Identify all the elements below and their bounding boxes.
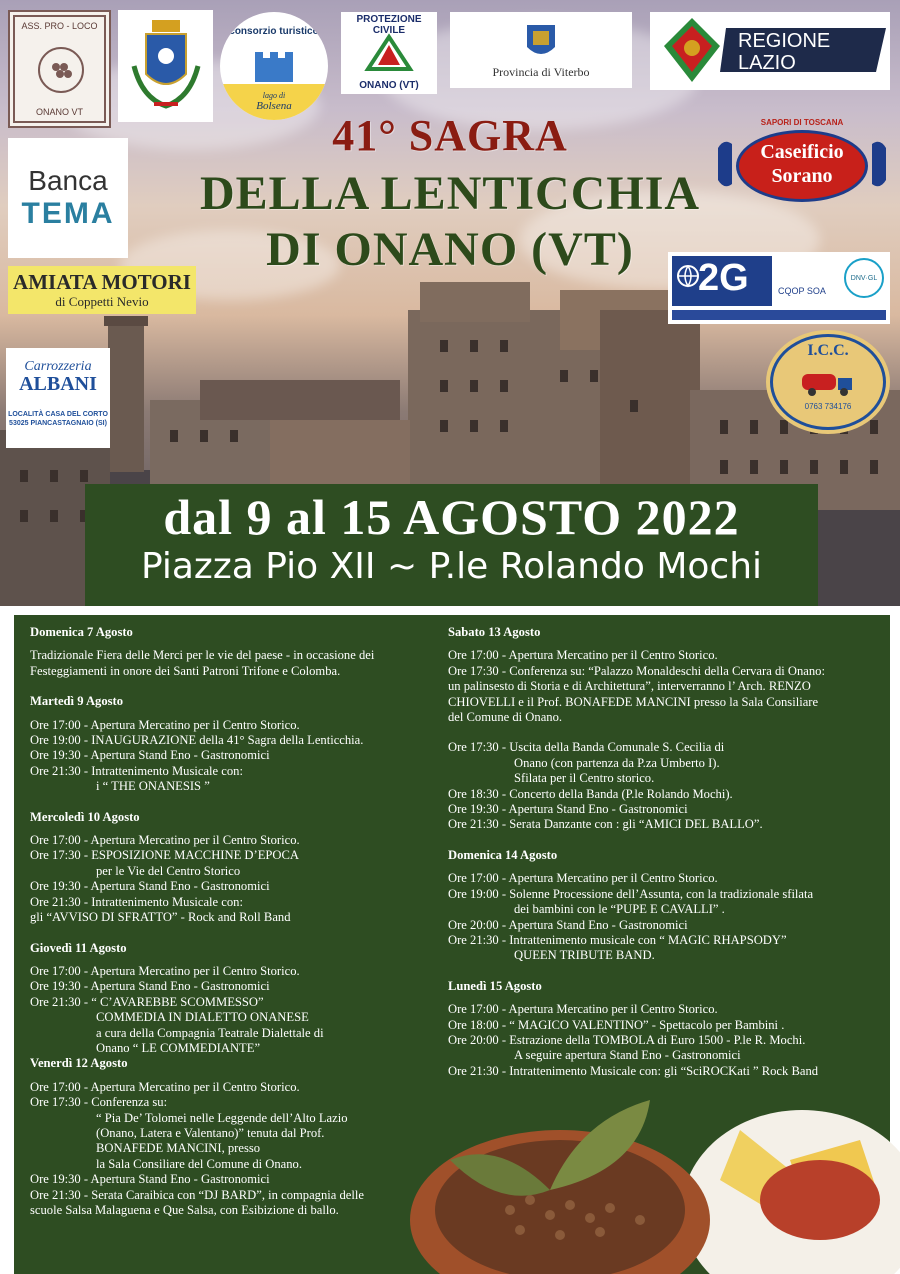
program-line: Ore 19:00 - INAUGURAZIONE della 41° Sagra della Lenticchia. (30, 733, 364, 748)
program-line: Ore 21:30 - Intrattenimento Musicale con: (30, 763, 243, 778)
program-line: Ore 17:00 - Apertura Mercatino per il Centro Storico. (448, 648, 718, 663)
program-line: la Sala Consiliare del Comune di Onano. (96, 1156, 303, 1171)
program-line: per le Vie del Centro Storico (96, 863, 241, 878)
albani-address (8, 410, 108, 428)
program-day-heading: Domenica 14 Agosto (448, 847, 558, 862)
globe-icon (676, 264, 700, 288)
spacer (448, 964, 884, 979)
program-line: Ore 21:30 - Intrattenimento Musicale con: (30, 894, 243, 909)
protezione-title: PROTEZIONE CIVILE (356, 14, 422, 36)
program-line: Ore 18:30 - Concerto della Banda (P.le Rolando Mochi). (448, 786, 733, 801)
program-line: Ore 19:30 - Apertura Stand Eno - Gastronomici (30, 1172, 270, 1187)
amiata-line-1: AMIATA MOTORI (13, 270, 191, 294)
protezione-subtitle: ONANO (VT) (359, 80, 419, 91)
program-line: Ore 17:30 - Conferenza su: (30, 1095, 168, 1110)
truck-icon (798, 368, 858, 398)
program-line: Ore 19:30 - Apertura Stand Eno - Gastronomici (448, 802, 688, 817)
viterbo-label: Provincia di Viterbo (492, 64, 590, 79)
proloco-bottom-text: ONANO VT (35, 107, 83, 117)
program-line: “ Pia De’ Tolomei nelle Leggende dell’Alto Lazio (96, 1110, 348, 1125)
banca-line-2: TEMA (21, 197, 115, 230)
provincia-viterbo-logo (450, 12, 632, 88)
consorzio-logo (220, 12, 328, 120)
icc-logo (766, 330, 890, 434)
program-line: COMMEDIA IN DIALETTO ONANESE (96, 1010, 309, 1025)
lazio-line-2: LAZIO (738, 52, 796, 74)
protezione-civile-logo (341, 12, 437, 94)
spacer (30, 926, 440, 941)
program-line: Ore 21:30 - Intrattenimento musicale con “ MAGIC RHAPSODY” (448, 932, 787, 947)
program-line: Ore 19:30 - Apertura Stand Eno - Gastronomici (30, 979, 270, 994)
crest-icon (126, 16, 206, 116)
program-line: Ore 21:30 - Serata Caraibica con “DJ BARD”, in compagnia delle (30, 1187, 364, 1202)
title-line-3: DI ONANO (VT) (266, 223, 634, 276)
castle-icon (249, 48, 299, 84)
program-line: Ore 17:30 - Conferenza su: “Palazzo Monaldeschi della Cervara di Onano: (448, 663, 825, 678)
program-line: gli “AVVISO DI SFRATTO” - Rock and Roll Band (30, 910, 291, 925)
program-line: A seguire apertura Stand Eno - Gastronomici (514, 1048, 741, 1063)
program-line: Ore 20:00 - Estrazione della TOMBOLA di Euro 1500 - P.le R. Mochi. (448, 1032, 806, 1047)
program-line: (Onano, Latera e Valentano)” tenuta dal Prof. (96, 1125, 325, 1140)
title-line-2: DELLA LENTICCHIA (199, 167, 701, 220)
program-line: Ore 19:00 - Solenne Processione dell’Assunta, con la tradizionale sfilata (448, 886, 814, 901)
icc-name: I.C.C. (807, 342, 849, 359)
consorzio-place (220, 91, 328, 112)
program-day-heading: Venerdì 12 Agosto (30, 1056, 128, 1071)
caseificio-line-2: Sorano (771, 165, 833, 187)
triangle-icon (364, 33, 414, 73)
hero-image (0, 0, 900, 606)
program-line: Ore 20:00 - Apertura Stand Eno - Gastronomici (448, 917, 688, 932)
program-line: scuole Salsa Malaguena e Que Salsa, con Esibizione di ballo. (30, 1203, 339, 1217)
consorzio-bolsena: Bolsena (256, 100, 292, 112)
program-line: Ore 17:30 - Uscita della Banda Comunale S. Cecilia di (448, 740, 725, 755)
program-day-heading: Martedì 9 Agosto (30, 694, 124, 709)
program-line: Ore 18:00 - “ MAGICO VALENTINO” - Spettacolo per Bambini . (448, 1017, 785, 1032)
2g-dnv: DNV·GL (844, 258, 884, 298)
program-line: Ore 19:30 - Apertura Stand Eno - Gastronomici (30, 748, 270, 763)
banca-line-1: Banca (28, 165, 108, 196)
program-line: Ore 19:30 - Apertura Stand Eno - Gastronomici (30, 879, 270, 894)
amiata-line-2: di Coppetti Nevio (55, 294, 149, 309)
albani-line-1: Carrozzeria (24, 359, 92, 374)
program-line: Onano (con partenza da P.za Umberto I). (514, 755, 720, 770)
program-line: a cura della Compagnia Teatrale Dialettale di (96, 1025, 324, 1040)
program-line: dei bambini con le “PUPE E CAVALLI” . (514, 902, 725, 917)
program-line: CHIOVELLI e il Prof. BONAFEDE MANCINI presso la Sala Consiliare (448, 694, 819, 709)
spacer (448, 833, 884, 848)
consorzio-lago: lago di (262, 91, 286, 100)
program-line: Ore 17:00 - Apertura Mercatino per il Centro Storico. (30, 833, 300, 848)
program-day-heading: Giovedì 11 Agosto (30, 940, 127, 955)
program-line: del Comune di Onano. (448, 710, 563, 725)
albani-line-2: ALBANI (19, 373, 97, 395)
program-line: un palinsesto di Storia e di Architettura”, interverranno l’ Arch. RENZO (448, 679, 811, 694)
lazio-line-1: REGIONE (738, 30, 831, 52)
2g-name: 2G (698, 257, 749, 299)
program-day-heading: Domenica 7 Agosto (30, 625, 133, 639)
amiata-motori-logo (8, 266, 196, 314)
event-location: Piazza Pio XII ~ P.le Rolando Mochi (140, 546, 763, 587)
caseificio-line-1: Caseificio (760, 141, 844, 163)
program-line: Ore 17:30 - ESPOSIZIONE MACCHINE D’EPOCA (30, 848, 300, 863)
program-line: Festeggiamenti in onore dei Santi Patroni Trifone e Colomba. (30, 663, 341, 678)
carrozzeria-albani-logo (6, 348, 110, 448)
program-line: Ore 17:00 - Apertura Mercatino per il Centro Storico. (30, 963, 300, 978)
albani-line-3: LOCALITÀ CASA DEL CORTO (8, 411, 108, 418)
program-line: i “ THE ONANESIS ” (96, 779, 210, 794)
caseificio-top: SAPORI DI TOSCANA (760, 118, 844, 127)
program-line: Ore 21:30 - Intrattenimento Musicale con: gli “SciROCKati ” Rock Band (448, 1063, 819, 1078)
event-dates: dal 9 al 15 AGOSTO 2022 (163, 489, 740, 545)
program-left-column (30, 625, 440, 1218)
2g-logo (668, 252, 890, 324)
caseificio-name (736, 140, 868, 188)
grapes-icon (36, 45, 86, 95)
date-banner (85, 484, 818, 606)
program-line: QUEEN TRIBUTE BAND. (514, 948, 655, 963)
program-right-column (448, 625, 884, 1079)
program-line: Ore 17:00 - Apertura Mercatino per il Centro Storico. (448, 1002, 718, 1017)
caseificio-sorano-logo (716, 118, 888, 204)
program-line: Onano “ LE COMMEDIANTE” (96, 1040, 261, 1055)
program-day-heading: Sabato 13 Agosto (448, 625, 541, 639)
program-line: Ore 17:00 - Apertura Mercatino per il Centro Storico. (448, 871, 718, 886)
regione-lazio-logo (650, 12, 890, 90)
proloco-logo (8, 10, 111, 128)
lazio-label (738, 30, 830, 74)
food-illustration (410, 1100, 900, 1274)
spacer (448, 725, 884, 740)
spacer (30, 795, 440, 810)
consorzio-title: consorzio turistico (229, 26, 319, 37)
program-line: Ore 17:00 - Apertura Mercatino per il Centro Storico. (30, 1079, 300, 1094)
program-line: Sfilata per il Centro storico. (514, 771, 655, 786)
program-day-heading: Lunedì 15 Agosto (448, 978, 542, 993)
program-line: Tradizionale Fiera delle Merci per le vie del paese - in occasione dei (30, 648, 375, 663)
onano-crest-logo (118, 10, 213, 122)
program-line: Ore 21:30 - “ C’AVAREBBE SCOMMESSO” (30, 994, 264, 1009)
program-line: Ore 17:00 - Apertura Mercatino per il Centro Storico. (30, 717, 300, 732)
albani-line-4: 53025 PIANCASTAGNAIO (SI) (9, 420, 107, 427)
program-line: BONAFEDE MANCINI, presso (96, 1141, 261, 1156)
shield-icon (523, 21, 559, 63)
program-line: Ore 21:30 - Serata Danzante con : gli “AMICI DEL BALLO”. (448, 817, 763, 832)
banca-tema-logo (8, 138, 128, 258)
spacer (30, 679, 440, 694)
program-day-heading: Mercoledì 10 Agosto (30, 809, 140, 824)
proloco-top-text: ASS. PRO - LOCO (21, 21, 98, 31)
2g-cqop: CQOP SOA (778, 286, 826, 296)
icc-phone: 0763 734176 (804, 402, 852, 411)
title-line-1: 41° SAGRA (332, 111, 568, 160)
